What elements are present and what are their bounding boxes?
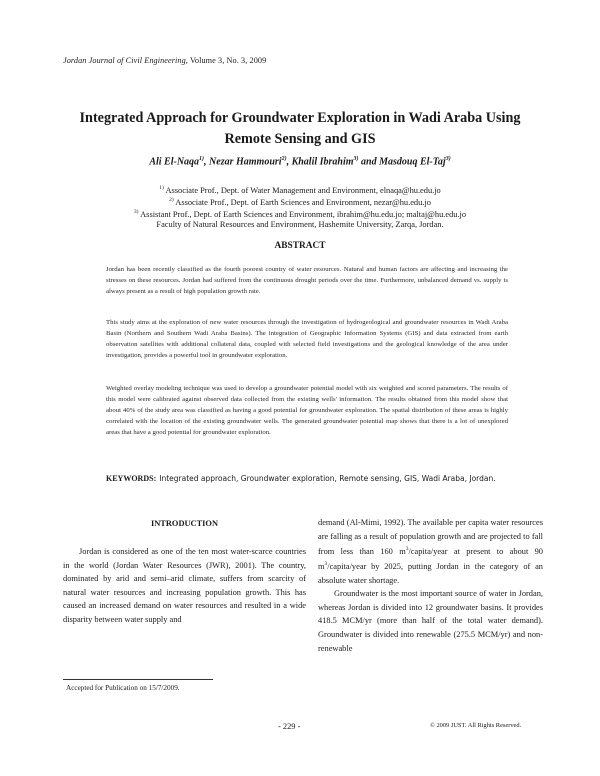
author-sep: , [286, 156, 292, 168]
affiliation-text: Associate Prof., Dept. of Earth Sciences and Environment, nezar@hu.edu.jo [173, 197, 431, 207]
author-sep: , [204, 156, 210, 168]
introduction-heading: INTRODUCTION [150, 519, 218, 528]
abstract-paragraph-3: Weighted overlay modeling technique was used to develop a groundwater potential model with six weighted and scored parameters. The results of this model were calibrated against observed data collected from the existing wells' information. The results obtained from this model show that about 40% of the study area was classified as having a good potential for groundwater exploration. The spatial distribution of these areas is highly correlated with the location of the existing groundwater wells. The generated groundwater potential map shows that there is a lot of unexplored areas that have a good potential for groundwater exploration. [106, 385, 508, 436]
affiliation-3 [60, 207, 540, 220]
author-list [60, 156, 540, 167]
title-line-1: Integrated Approach for Groundwater Exploration in Wadi Araba Using [79, 110, 521, 126]
author-sup: 3) [353, 156, 359, 162]
keywords-label: KEYWORDS: [106, 474, 157, 483]
author-name: Ali El-Naqa [149, 156, 200, 168]
superscript: 3 [324, 561, 328, 568]
abstract-heading: ABSTRACT [274, 241, 326, 251]
footnote-divider [63, 679, 213, 680]
copyright: © 2009 JUST. All Rights Reserved. [430, 722, 522, 729]
abstract-paragraph-2: This study aims at the exploration of new water resources through the investigation of hydrogeological and groundwater resources in Wadi Araba Basin (Northern and Southern Wadi Araba Basins). The integration of Geographic Information Systems (GIS) and data extracted from earth observation satellites with additional collateral data, coupled with selected field investigations and the geological knowledge of the area under investigation, provides a powerful tool in groundwater exploration. [106, 319, 508, 359]
intro-paragraph-left: Jordan is considered as one of the ten most water-scarce countries in the world (Jordan Water Resources (JWR), 2001). The country, dominated by arid and semi–arid climate, suffers from scarcity of natural water resources and increasing population growth. This has caused an increased demand on water resources and resulted in a wide disparity between water supply and [63, 547, 306, 624]
author-name: Masdouq El-Taj [379, 156, 446, 168]
intro-paragraph-right-2: Groundwater is the most important source of water in Jordan, whereas Jordan is divided into 12 groundwater basins. It provides 418.5 MCM/yr (more than half of the total water demand). Groundwater is divided into renewable (275.5 MCM/yr) and non-renewable [318, 589, 543, 653]
journal-header [63, 56, 266, 65]
affiliation-sup: 1) [159, 185, 164, 191]
superscript: 3 [405, 546, 409, 553]
affiliation-sup: 3) [133, 209, 139, 215]
author-sup: 3) [445, 156, 451, 162]
footnote: Accepted for Publication on 15/7/2009. [66, 684, 180, 692]
author-name: Khalil Ibrahim [291, 156, 354, 168]
paper-title [70, 108, 530, 150]
keywords-text: Integrated approach, Groundwater exploration, Remote sensing, GIS, Wadi Araba, Jordan. [159, 474, 496, 483]
keywords [106, 472, 506, 486]
affiliation-text: Associate Prof., Dept. of Water Management and Environment, elnaqa@hu.edu.jo [163, 185, 441, 195]
affiliation-1 [60, 183, 540, 196]
author-sup: 2) [281, 156, 287, 162]
intro-paragraph-right-1 [318, 516, 543, 587]
author-name: Nezar Hammouri [209, 156, 282, 168]
author-sup: 1) [199, 156, 205, 162]
left-column [63, 545, 306, 626]
text-run: /capita/year at present to about 90 m [318, 546, 543, 572]
affiliation-sup: 2) [169, 197, 174, 203]
journal-name: Jordan Journal of Civil Engineering, [63, 56, 188, 65]
title-line-2: Remote Sensing and GIS [224, 131, 376, 147]
text-run: /capita/year by 2025, putting Jordan in the category of an absolute water shortage. [318, 562, 543, 585]
affiliation-text: Faculty of Natural Resources and Environment, Hashemite University, Zarqa, Jordan. [156, 220, 444, 229]
page-number: - 229 - [278, 722, 301, 731]
affiliation-institution [60, 219, 540, 230]
right-column [318, 516, 543, 655]
author-sep: and [358, 156, 380, 168]
text-run: demand (Al-Mimi, 1992). The available per capita water resources are falling as a result of population growth and are projected to fall from less than 160 m [318, 518, 543, 556]
journal-volume: Volume 3, No. 3, 2009 [187, 56, 267, 65]
affiliation-text: Assistant Prof., Dept. of Earth Sciences and Environment, ibrahim@hu.edu.jo; maltaj@hu.edu.jo [138, 209, 467, 219]
abstract-paragraph-1: Jordan has been recently classified as the fourth poorest country of water resources. Natural and human factors are affecting and increasing the stresses on these resources. Jordan had suffered from the continuous drought periods over the time. Furthermore, unbalanced demand vs. supply is always present as a result of high population growth rate. [106, 266, 508, 295]
affiliation-2 [60, 195, 540, 208]
